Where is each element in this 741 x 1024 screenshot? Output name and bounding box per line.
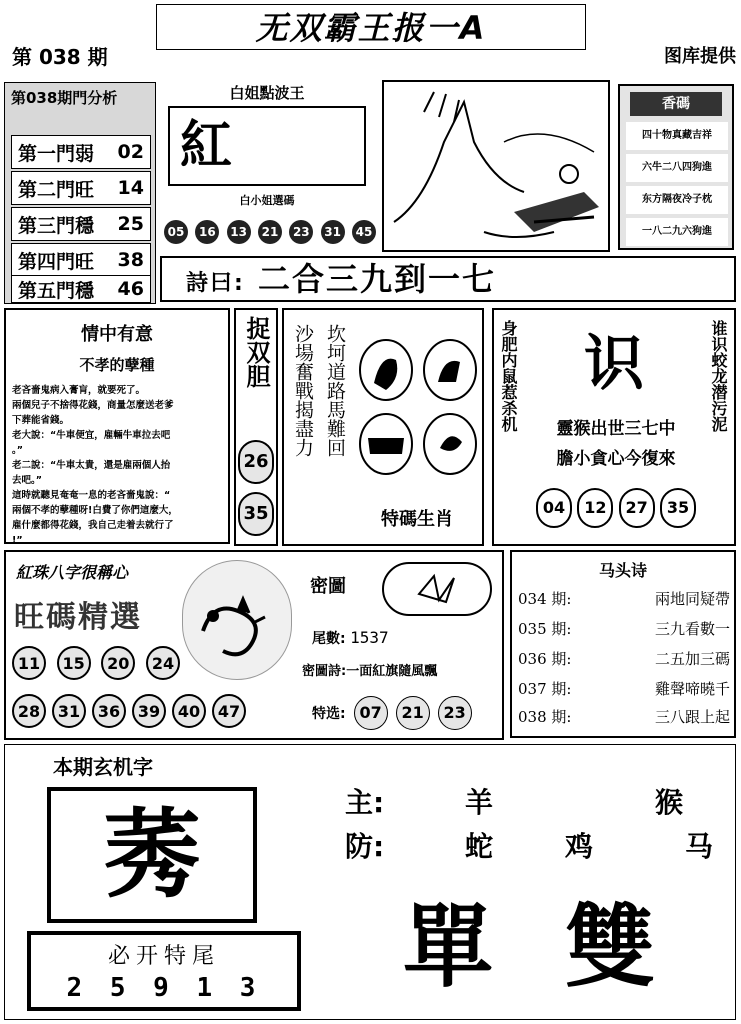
zodiac-animal-icons — [356, 338, 480, 484]
know-character: 识 — [584, 329, 644, 399]
horse-issue: 035 期: — [518, 620, 572, 638]
special-number: 07 — [354, 696, 388, 730]
hot-number: 31 — [52, 694, 86, 728]
zodiac-verse-col2: 坎坷道路馬難回 — [324, 324, 346, 457]
secret-image — [382, 562, 492, 616]
code-line: 六牛二八四狗進 — [626, 154, 728, 182]
guard-zodiac: 蛇 — [465, 830, 494, 863]
hot-number: 40 — [172, 694, 206, 728]
red-pick-box — [168, 106, 366, 186]
poem-strip — [160, 256, 736, 302]
must-open-label: 必开特尾 — [107, 944, 220, 969]
story-line: 雇什麼都得花錢，我自己走着去就行了 — [12, 520, 174, 531]
gate-label: 第二門旺 — [18, 178, 95, 201]
gate-number: 46 — [117, 278, 144, 300]
number-ball: 31 — [321, 220, 345, 244]
know-verse-right: 谁识蛟龙潜污泥 — [709, 320, 728, 432]
red-character: 紅 — [180, 116, 233, 176]
number-ball: 45 — [352, 220, 376, 244]
horse-text: 三九看數一 — [654, 620, 730, 638]
page-title: 无双霸王报一A — [156, 4, 586, 50]
red-pick-panel — [164, 80, 374, 250]
hot-numbers-panel — [4, 550, 504, 740]
gate-label: 第五門穩 — [18, 279, 95, 302]
dragon-emblem — [182, 560, 292, 680]
special-number: 21 — [396, 696, 430, 730]
gate-label: 第一門弱 — [18, 142, 95, 165]
main-label: 主: — [345, 786, 385, 819]
hot-heading: 紅珠八字很稱心 — [16, 563, 129, 582]
horse-text: 二五加三碼 — [654, 650, 730, 668]
gate-analysis-panel — [4, 82, 156, 304]
horse-issue: 037 期: — [518, 680, 572, 698]
catch-pair-panel — [234, 308, 278, 546]
gate-title: 第038期門分析 — [11, 89, 118, 107]
know-line: 膽小貪心今復來 — [556, 449, 676, 469]
mystic-title: 本期玄机字 — [53, 755, 153, 779]
provider-label: 图库提供 — [664, 46, 736, 67]
gate-label: 第四門旺 — [18, 250, 95, 273]
hot-number-row — [12, 694, 246, 732]
gate-row — [11, 207, 151, 241]
story-line: !” — [12, 535, 23, 546]
gate-number: 38 — [117, 249, 144, 271]
special-label: 特选: — [312, 706, 346, 722]
poem-text: 二合三九到一七 — [257, 260, 496, 298]
number-ball: 13 — [227, 220, 251, 244]
catch-number: 26 — [238, 440, 274, 484]
main-row — [345, 781, 725, 821]
zodiac-verse-col1: 沙場奮戰揭盡力 — [292, 324, 314, 457]
red-pick-subtitle: 白小姐選碼 — [239, 194, 295, 207]
number-ball: 23 — [289, 220, 313, 244]
know-number: 04 — [536, 488, 572, 528]
horse-issue: 038 期: — [518, 708, 572, 726]
horse-title: 马头诗 — [598, 561, 647, 580]
dragon-icon — [183, 561, 293, 681]
story-body — [12, 383, 222, 548]
horse-text: 三八跟上起 — [654, 708, 730, 726]
tail-value: 1537 — [350, 628, 389, 647]
must-open-box — [27, 931, 301, 1011]
catch-number: 35 — [238, 492, 274, 536]
horse-issue: 034 期: — [518, 590, 572, 608]
horse-head-poem-panel — [510, 550, 736, 738]
story-line: 下葬能省錢。 — [12, 415, 70, 426]
main-zodiac: 猴 — [655, 786, 684, 819]
single-character: 單 — [403, 895, 493, 1000]
horse-row — [518, 706, 730, 734]
mystic-character-box — [47, 787, 257, 923]
horse-text: 兩地同疑帶 — [654, 590, 730, 608]
horse-text: 雞聲啼曉千 — [654, 680, 730, 698]
know-panel — [492, 308, 736, 546]
number-ball: 16 — [195, 220, 219, 244]
story-line: 。” — [12, 445, 23, 456]
red-pick-heading: 白姐點波王 — [229, 84, 305, 102]
must-open-numbers: 2 5 9 1 3 — [66, 973, 262, 1003]
guard-zodiac: 鸡 — [565, 830, 594, 863]
know-number: 12 — [577, 488, 613, 528]
issue-number: 第 038 期 — [12, 45, 108, 69]
secret-poem: 一面紅旗隨風飄 — [346, 664, 438, 679]
hot-number: 24 — [146, 646, 180, 680]
secret-poem-row — [302, 660, 502, 684]
main-zodiac: 羊 — [465, 786, 494, 819]
fragrant-code-box — [618, 84, 734, 250]
hot-number: 47 — [212, 694, 246, 728]
know-number: 27 — [619, 488, 655, 528]
horse-issue: 036 期: — [518, 650, 572, 668]
scholar-drawing — [384, 82, 608, 250]
special-row — [312, 694, 492, 732]
story-panel — [4, 308, 230, 544]
know-verse-left: 身肥内鼠惹杀机 — [499, 320, 518, 432]
zodiac-label: 特碼生肖 — [381, 509, 453, 530]
story-line: 老吝嗇鬼病入膏肓，就要死了。 — [12, 385, 146, 396]
story-subtitle: 不孝的孽種 — [79, 356, 155, 374]
hot-number: 20 — [101, 646, 135, 680]
know-line: 靈猴出世三七中 — [556, 419, 676, 439]
double-character: 雙 — [565, 895, 655, 1000]
number-ball: 21 — [258, 220, 282, 244]
mystic-character: 莠 — [104, 799, 200, 911]
red-ball-row — [164, 220, 376, 248]
horse-row — [518, 588, 730, 616]
gate-row — [11, 243, 151, 277]
secret-figure-icon — [384, 564, 490, 614]
guard-row — [345, 825, 725, 865]
poem-prefix: 詩曰: — [186, 271, 245, 296]
code-line: 东方隔夜冷子枕 — [626, 186, 728, 214]
number-ball: 05 — [164, 220, 188, 244]
hot-number: 39 — [132, 694, 166, 728]
gate-label: 第三門穩 — [18, 214, 95, 237]
story-line: 這時就聽見奄奄一息的老吝嗇鬼說：“ — [12, 490, 171, 501]
hot-number: 28 — [12, 694, 46, 728]
code-line: 一八二九六狗進 — [626, 218, 728, 246]
tail-label: 尾數: — [312, 631, 346, 647]
gate-row — [11, 275, 151, 303]
gate-number: 02 — [117, 141, 144, 163]
gate-row — [11, 135, 151, 169]
know-number-row — [536, 488, 696, 528]
tail-row — [312, 628, 492, 652]
story-line: 老大說：“牛車便宜，雇輛牛車拉去吧 — [12, 430, 171, 441]
gate-number: 14 — [117, 177, 144, 199]
story-line: 兩個不孝的孽種呀!白費了你們這麼大， — [12, 505, 178, 516]
hot-number: 36 — [92, 694, 126, 728]
know-number: 35 — [660, 488, 696, 528]
hot-number: 15 — [57, 646, 91, 680]
story-line: 去吧。” — [12, 475, 42, 486]
horse-row — [518, 618, 730, 646]
horse-row — [518, 648, 730, 676]
scholar-illustration — [382, 80, 610, 252]
special-number: 23 — [438, 696, 472, 730]
hot-title: 旺碼精選 — [14, 600, 142, 635]
secret-poem-label: 密圖詩: — [302, 664, 347, 679]
catch-pair-title: 捉双胆 — [242, 316, 270, 388]
guard-zodiac: 马 — [685, 830, 714, 863]
zodiac-panel — [282, 308, 484, 546]
hot-number: 11 — [12, 646, 46, 680]
story-line: 老二說：“牛車太貴，還是雇兩個人抬 — [12, 460, 171, 471]
mystic-panel — [4, 744, 736, 1020]
secret-title: 密圖 — [310, 576, 346, 597]
horse-row — [518, 678, 730, 706]
story-line: 兩個兒子不捨得花錢，商量怎麼送老爹 — [12, 400, 174, 411]
guard-label: 防: — [345, 830, 385, 863]
story-title: 情中有意 — [81, 324, 153, 345]
gate-number: 25 — [117, 213, 144, 235]
code-line: 四十物真藏吉祥 — [626, 122, 728, 150]
gate-row — [11, 171, 151, 205]
code-box-title: 香碼 — [630, 92, 722, 116]
hot-number-row — [12, 646, 180, 684]
